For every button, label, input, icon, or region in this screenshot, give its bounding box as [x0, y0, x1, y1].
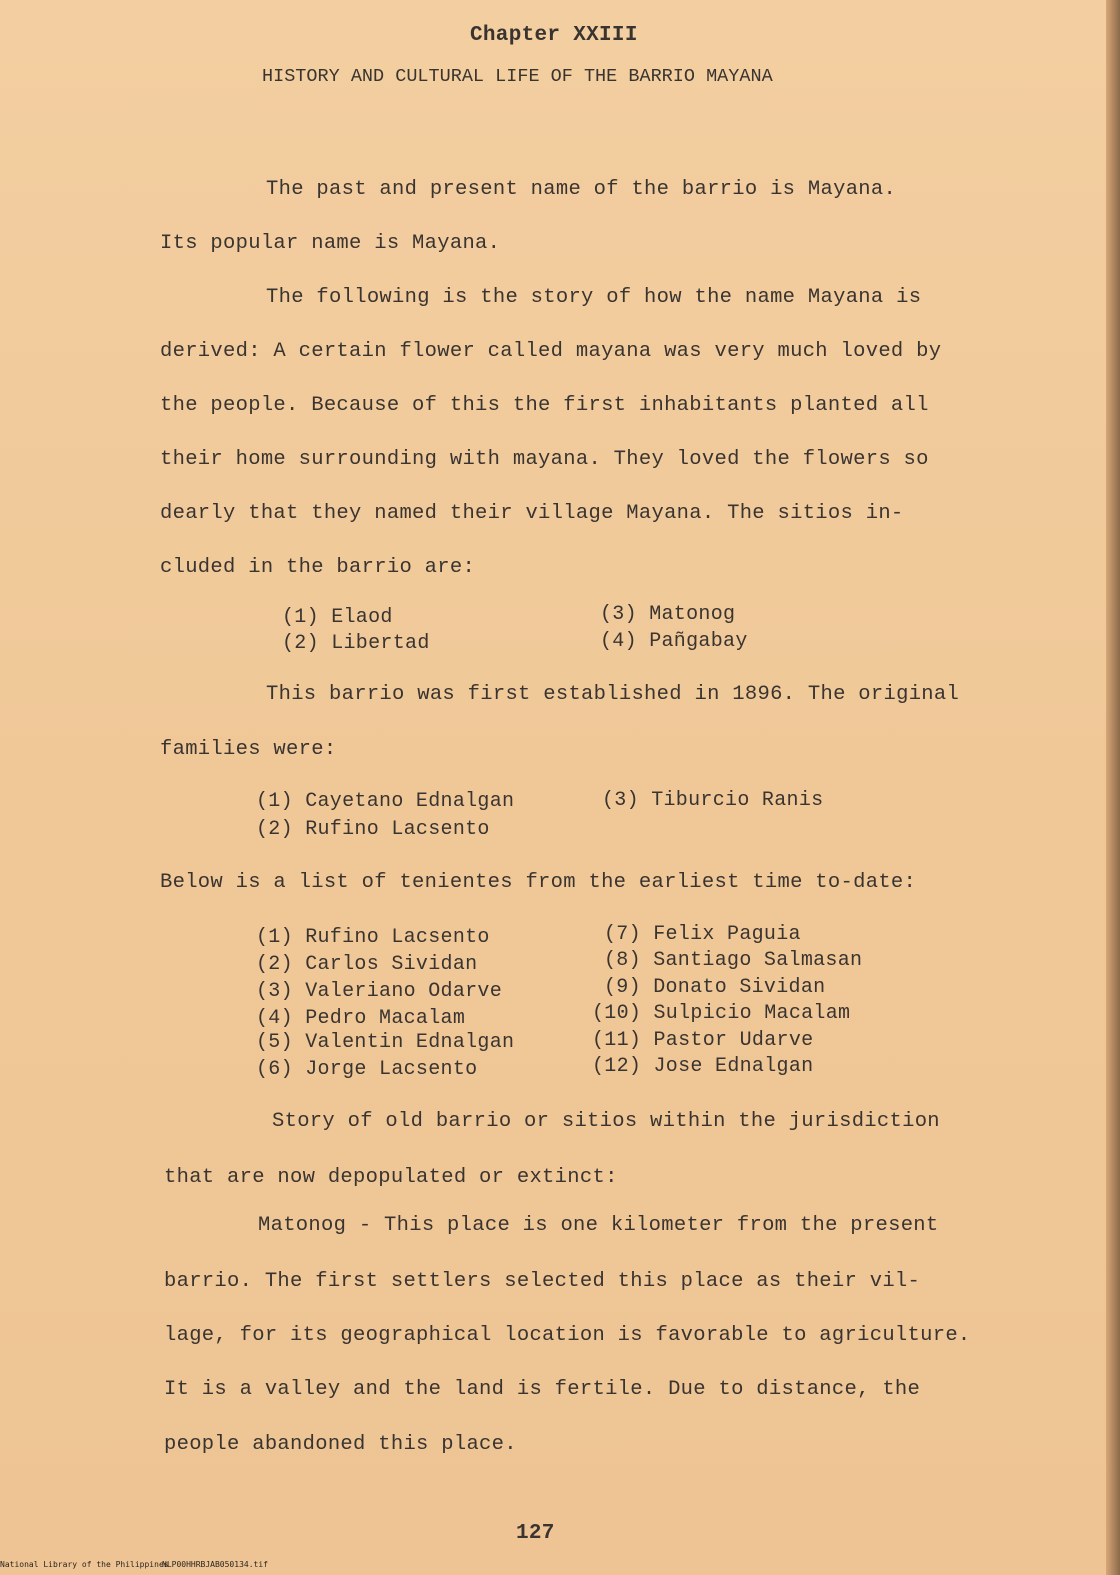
teniente-item: (11) Pastor Udarve	[592, 1029, 814, 1052]
page-number: 127	[516, 1522, 555, 1545]
teniente-item: (1) Rufino Lacsento	[256, 926, 490, 949]
paragraph-line: the people. Because of this the first inhabitants planted all	[160, 394, 929, 417]
page-edge	[1106, 0, 1120, 1575]
paragraph-line: cluded in the barrio are:	[160, 556, 476, 579]
paragraph-line: barrio. The first settlers selected this place as their vil-	[164, 1270, 921, 1293]
teniente-item: (7) Felix Paguia	[604, 923, 801, 946]
chapter-title: HISTORY AND CULTURAL LIFE OF THE BARRIO MAYANA	[262, 66, 773, 87]
teniente-item: (9) Donato Sividan	[604, 976, 826, 999]
sitio-item: (1) Elaod	[282, 606, 393, 629]
paragraph-line: families were:	[160, 738, 337, 761]
paragraph-line: Below is a list of tenientes from the earliest time to-date:	[160, 871, 917, 894]
paragraph-line: This barrio was first established in 1896. The original	[266, 683, 960, 706]
footer-library: National Library of the Philippines	[0, 1560, 169, 1569]
paragraph-line: derived: A certain flower called mayana was very much loved by	[160, 340, 942, 363]
paragraph-line: their home surrounding with mayana. They loved the flowers so	[160, 448, 929, 471]
paragraph-line: The past and present name of the barrio is Mayana.	[266, 178, 897, 201]
paragraph-line: Matonog - This place is one kilometer from the present	[258, 1214, 939, 1237]
family-item: (2) Rufino Lacsento	[256, 818, 490, 841]
family-item: (1) Cayetano Ednalgan	[256, 790, 515, 813]
teniente-item: (10) Sulpicio Macalam	[592, 1002, 851, 1025]
teniente-item: (8) Santiago Salmasan	[604, 949, 863, 972]
paragraph-line: The following is the story of how the name Mayana is	[266, 286, 922, 309]
teniente-item: (12) Jose Ednalgan	[592, 1055, 814, 1078]
paragraph-line: that are now depopulated or extinct:	[164, 1166, 618, 1189]
sitio-item: (2) Libertad	[282, 632, 430, 655]
paragraph-line: Its popular name is Mayana.	[160, 232, 501, 255]
paragraph-line: dearly that they named their village Mayana. The sitios in-	[160, 502, 904, 525]
family-item: (3) Tiburcio Ranis	[602, 789, 824, 812]
sitio-item: (4) Pañgabay	[600, 630, 748, 653]
paragraph-line: lage, for its geographical location is favorable to agriculture.	[164, 1324, 971, 1347]
sitio-item: (3) Matonog	[600, 603, 736, 626]
teniente-item: (6) Jorge Lacsento	[256, 1058, 478, 1081]
paragraph-line: people abandoned this place.	[164, 1433, 517, 1456]
footer-filename: NLP00HHRBJAB050134.tif	[162, 1560, 268, 1569]
paragraph-line: It is a valley and the land is fertile. Due to distance, the	[164, 1378, 921, 1401]
paragraph-line: Story of old barrio or sitios within the jurisdiction	[272, 1110, 940, 1133]
teniente-item: (3) Valeriano Odarve	[256, 980, 503, 1003]
teniente-item: (2) Carlos Sividan	[256, 953, 478, 976]
chapter-heading: Chapter XXIII	[470, 24, 638, 47]
teniente-item: (4) Pedro Macalam	[256, 1007, 466, 1030]
teniente-item: (5) Valentin Ednalgan	[256, 1031, 515, 1054]
